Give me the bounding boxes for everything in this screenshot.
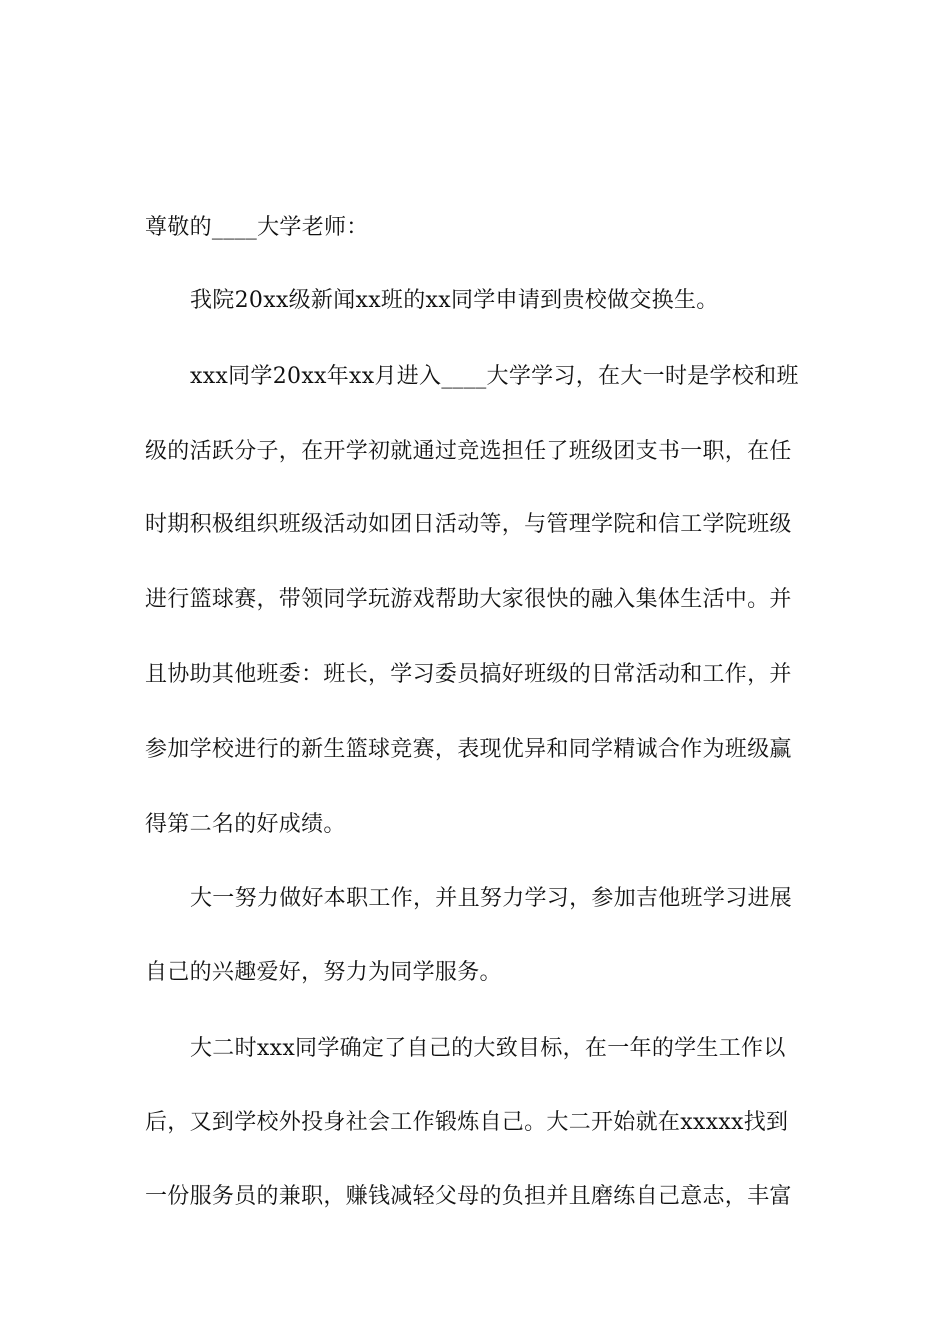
paragraph-line: 我院20xx级新闻xx班的xx同学申请到贵校做交换生。 xyxy=(190,288,719,313)
paragraph-line: 一份服务员的兼职，赚钱减轻父母的负担并且磨练自己意志，丰富 xyxy=(145,1184,792,1209)
paragraph-line: 大一努力做好本职工作，并且努力学习，参加吉他班学习进展 xyxy=(190,886,793,911)
paragraph-line: 参加学校进行的新生篮球竞赛，表现优异和同学精诚合作为班级赢 xyxy=(145,737,792,762)
paragraph-line: 且协助其他班委：班长，学习委员搞好班级的日常活动和工作，并 xyxy=(145,662,792,687)
paragraph-line: 进行篮球赛，带领同学玩游戏帮助大家很快的融入集体生活中。并 xyxy=(145,587,792,612)
paragraph-line: xxx同学20xx年xx月进入____大学学习，在大一时是学校和班 xyxy=(190,364,799,389)
paragraph-line: 级的活跃分子，在开学初就通过竞选担任了班级团支书一职，在任 xyxy=(145,439,792,464)
paragraph-line: 得第二名的好成绩。 xyxy=(145,812,346,837)
salutation: 尊敬的____大学老师： xyxy=(145,215,369,240)
paragraph-line: 大二时xxx同学确定了自己的大致目标，在一年的学生工作以 xyxy=(190,1036,786,1061)
paragraph-line: 时期积极组织班级活动如团日活动等，与管理学院和信工学院班级 xyxy=(145,512,792,537)
paragraph-line: 后，又到学校外投身社会工作锻炼自己。大二开始就在xxxxx找到 xyxy=(145,1110,789,1135)
paragraph-line: 自己的兴趣爱好，努力为同学服务。 xyxy=(145,960,502,985)
